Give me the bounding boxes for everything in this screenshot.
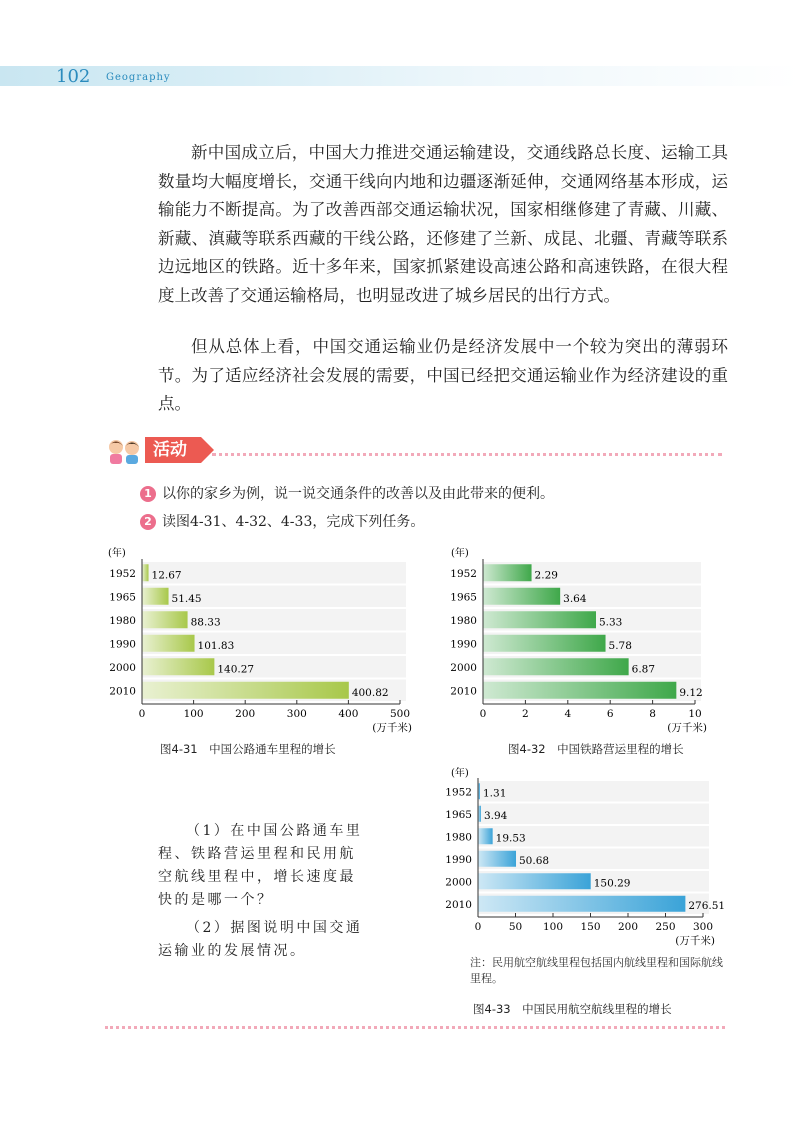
data-label: 5.78 bbox=[608, 639, 632, 652]
bar bbox=[478, 896, 685, 912]
y-tick-label: 1965 bbox=[450, 591, 477, 604]
x-tick-label: 200 bbox=[617, 921, 639, 933]
y-tick-label: 1980 bbox=[109, 614, 136, 627]
task-item bbox=[140, 484, 554, 504]
y-tick-label: 1980 bbox=[450, 614, 477, 627]
bar bbox=[483, 611, 596, 628]
bar bbox=[478, 851, 516, 867]
data-label: 400.82 bbox=[351, 686, 389, 699]
kids-icon bbox=[105, 437, 143, 465]
bar-band bbox=[478, 781, 709, 802]
header-title: Geography bbox=[106, 72, 171, 83]
x-axis-label: (万千米) bbox=[667, 722, 707, 734]
x-tick-label: 6 bbox=[606, 708, 614, 720]
y-axis-label: (年) bbox=[451, 548, 469, 559]
bar bbox=[142, 682, 349, 699]
bar bbox=[483, 635, 606, 652]
activity-header bbox=[105, 433, 725, 467]
y-tick-label: 1965 bbox=[109, 591, 136, 604]
x-tick-label: 250 bbox=[655, 921, 676, 933]
x-tick-label: 100 bbox=[183, 708, 204, 720]
figure-caption: 图4-32 中国铁路营运里程的增长 bbox=[508, 742, 684, 756]
bar bbox=[483, 564, 532, 581]
data-label: 19.53 bbox=[495, 832, 526, 845]
y-tick-label: 2000 bbox=[450, 661, 477, 674]
data-label: 150.29 bbox=[593, 877, 631, 890]
y-axis-label: (年) bbox=[451, 768, 469, 779]
bar-band bbox=[478, 804, 709, 825]
highway-mileage-chart bbox=[100, 545, 430, 735]
bar bbox=[478, 828, 493, 844]
x-tick-label: 50 bbox=[508, 921, 523, 933]
task-text: 以你的家乡为例，说一说交通条件的改善以及由此带来的便利。 bbox=[162, 486, 554, 502]
data-label: 276.51 bbox=[688, 899, 726, 912]
activity-title-arrow bbox=[201, 437, 214, 463]
bar bbox=[142, 611, 188, 628]
activity-divider-top bbox=[212, 453, 722, 456]
question-1: （1）在中国公路通车里程、铁路营运里程和民用航空航线里程中，增长速度最快的是哪一个？ bbox=[158, 823, 363, 908]
x-tick-label: 2 bbox=[522, 708, 529, 720]
data-label: 2.29 bbox=[534, 569, 558, 582]
body-paragraph: 新中国成立后，中国大力推进交通运输建设，交通线路总长度、运输工具数量均大幅度增长，交通干线向内地和边疆逐渐延伸，交通网络基本形成，运输能力不断提高。为了改善西部交通运输状况，国家相继修建了青藏、川藏、新藏、滇藏等联系西藏的干线公路，还修建了兰新、成昆、北疆、青藏等联系边远地区的铁路。近十多年来，国家抓紧建设高速公路和高速铁路，在很大程度上改善了交通运输格局，也明显改进了城乡居民的出行方式。 bbox=[158, 143, 728, 305]
data-label: 3.64 bbox=[563, 592, 587, 605]
y-tick-label: 2010 bbox=[109, 685, 136, 698]
figure-caption: 图4-33 中国民用航空航线里程的增长 bbox=[473, 1002, 672, 1016]
bar bbox=[142, 635, 195, 652]
x-tick-label: 400 bbox=[338, 708, 359, 720]
data-label: 88.33 bbox=[190, 616, 221, 629]
x-tick-label: 0 bbox=[138, 708, 146, 720]
y-tick-label: 1990 bbox=[109, 638, 136, 651]
x-tick-label: 4 bbox=[564, 708, 572, 720]
y-tick-label: 1990 bbox=[450, 638, 477, 651]
y-tick-label: 1952 bbox=[109, 567, 136, 580]
x-axis-label: (万千米) bbox=[675, 935, 715, 947]
data-label: 3.94 bbox=[483, 809, 508, 822]
x-tick-label: 8 bbox=[649, 708, 656, 720]
aviation-mileage-chart bbox=[443, 765, 733, 950]
data-label: 1.31 bbox=[483, 787, 507, 800]
bar bbox=[142, 564, 149, 581]
x-tick-label: 0 bbox=[474, 921, 482, 933]
data-label: 12.67 bbox=[151, 569, 182, 582]
page-number: 102 bbox=[56, 66, 91, 87]
y-tick-label: 2000 bbox=[445, 876, 472, 889]
data-label: 101.83 bbox=[197, 639, 235, 652]
figure-caption: 图4-31 中国公路通车里程的增长 bbox=[160, 742, 336, 756]
task-number: 2 bbox=[140, 514, 156, 530]
y-tick-label: 1952 bbox=[450, 567, 477, 580]
task-item bbox=[140, 512, 424, 532]
y-tick-label: 1965 bbox=[445, 808, 472, 821]
x-tick-label: 100 bbox=[542, 921, 564, 933]
data-label: 50.68 bbox=[519, 854, 550, 867]
data-label: 51.45 bbox=[171, 592, 202, 605]
task-number: 1 bbox=[140, 486, 156, 502]
x-axis-label: (万千米) bbox=[372, 722, 412, 734]
x-tick-label: 300 bbox=[286, 708, 307, 720]
x-tick-label: 10 bbox=[688, 708, 702, 720]
data-label: 140.27 bbox=[217, 663, 255, 676]
bar bbox=[478, 873, 591, 889]
bar bbox=[483, 682, 676, 699]
y-tick-label: 2010 bbox=[450, 685, 477, 698]
question-2: （2）据图说明中国交通运输业的发展情况。 bbox=[158, 920, 363, 959]
x-tick-label: 300 bbox=[692, 921, 714, 933]
bar bbox=[142, 658, 214, 675]
x-tick-label: 500 bbox=[389, 708, 411, 720]
y-tick-label: 2010 bbox=[445, 898, 472, 911]
y-tick-label: 1980 bbox=[445, 831, 472, 844]
railway-mileage-chart bbox=[443, 545, 733, 735]
y-tick-label: 2000 bbox=[109, 661, 136, 674]
y-axis-label: (年) bbox=[108, 548, 126, 559]
x-tick-label: 150 bbox=[580, 921, 601, 933]
bar bbox=[483, 658, 629, 675]
bar bbox=[483, 588, 560, 605]
activity-title: 活动 bbox=[145, 437, 201, 463]
x-tick-label: 200 bbox=[235, 708, 256, 720]
task-text: 读图4-31、4-32、4-33，完成下列任务。 bbox=[162, 514, 425, 530]
data-label: 9.12 bbox=[679, 686, 703, 699]
x-tick-label: 0 bbox=[479, 708, 487, 720]
body-paragraph: 但从总体上看，中国交通运输业仍是经济发展中一个较为突出的薄弱环节。为了适应经济社会发展的需要，中国已经把交通运输业作为经济建设的重点。 bbox=[158, 337, 728, 413]
activity-divider-bottom bbox=[105, 1026, 725, 1029]
data-label: 6.87 bbox=[631, 663, 656, 676]
y-tick-label: 1990 bbox=[445, 853, 472, 866]
y-tick-label: 1952 bbox=[445, 786, 472, 799]
chart-note: 注：民用航空航线里程包括国内航线里程和国际航线里程。 bbox=[470, 956, 723, 985]
data-label: 5.33 bbox=[598, 616, 623, 629]
bar bbox=[142, 588, 169, 605]
